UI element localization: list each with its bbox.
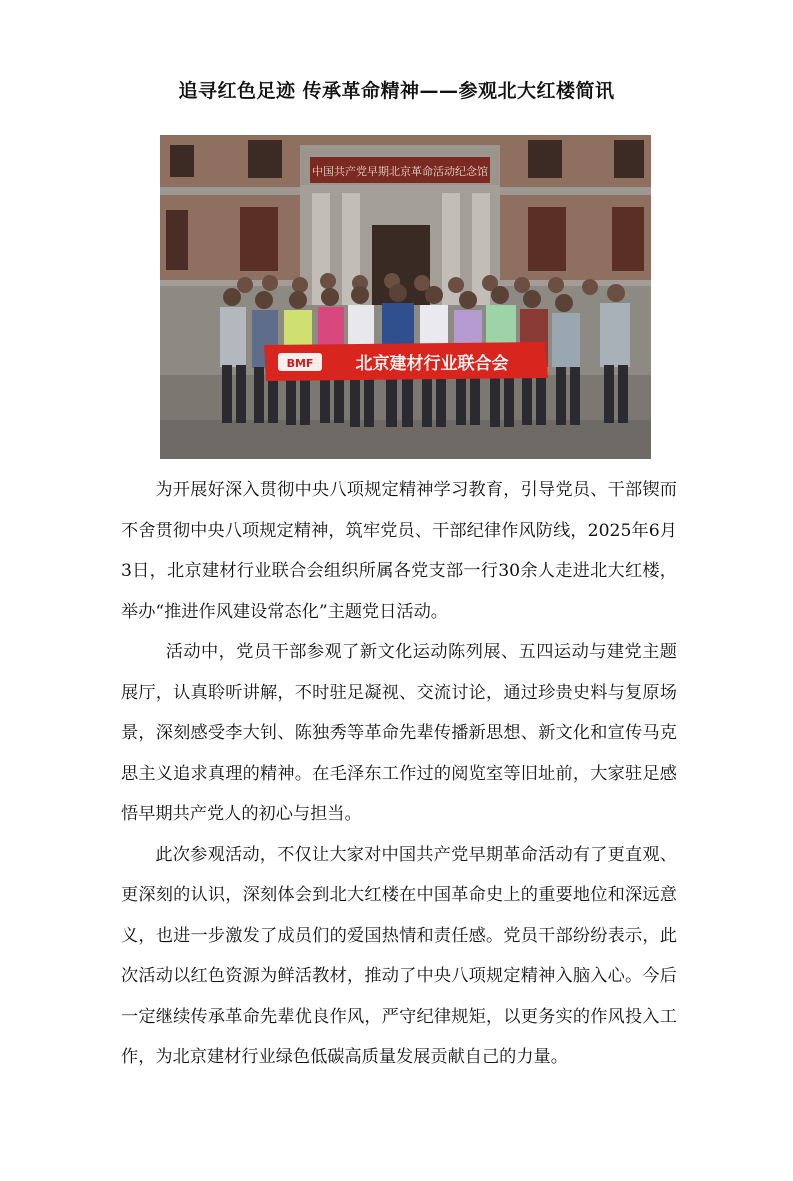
- banner-text: 北京建材行业联合会: [355, 354, 509, 374]
- paragraph-2: 活动中，党员干部参观了新文化运动陈列展、五四运动与建党主题展厅，认真聆听讲解，不时驻足凝视、交流讨论，通过珍贵史料与复原场景，深刻感受李大钊、陈独秀等革命先辈传播新思想、新文化和宣传马克思主义追求真理的精神。在毛泽东工作过的阅览室等旧址前，大家驻足感悟早期共产党人的初心与担当。: [121, 642, 677, 824]
- article-body: [121, 470, 677, 1078]
- group-photo: [160, 135, 651, 459]
- bmf-logo: BMF: [286, 357, 314, 370]
- museum-plaque-text: 中国共产党早期北京革命活动纪念馆: [312, 165, 488, 178]
- article-title: 追寻红色足迹 传承革命精神——参观北大红楼简讯: [178, 80, 615, 102]
- paragraph-3: 此次参观活动，不仅让大家对中国共产党早期革命活动有了更直观、更深刻的认识，深刻体会到北大红楼在中国革命史上的重要地位和深远意义，也进一步激发了成员们的爱国热情和责任感。党员干部纷纷表示，此次活动以红色资源为鲜活教材，推动了中央八项规定精神入脑入心。今后一定继续传承革命先辈优良作风，严守纪律规矩，以更务实的作风投入工作，为北京建材行业绿色低碳高质量发展贡献自己的力量。: [121, 844, 677, 1067]
- paragraph-1: 为开展好深入贯彻中央八项规定精神学习教育，引导党员、干部锲而不舍贯彻中央八项规定精神，筑牢党员、干部纪律作风防线，2025年6月3日，北京建材行业联合会组织所属各党支部一行30余人走进北大红楼，举办“推进作风建设常态化”主题党日活动。: [121, 480, 677, 622]
- association-banner: [264, 342, 548, 381]
